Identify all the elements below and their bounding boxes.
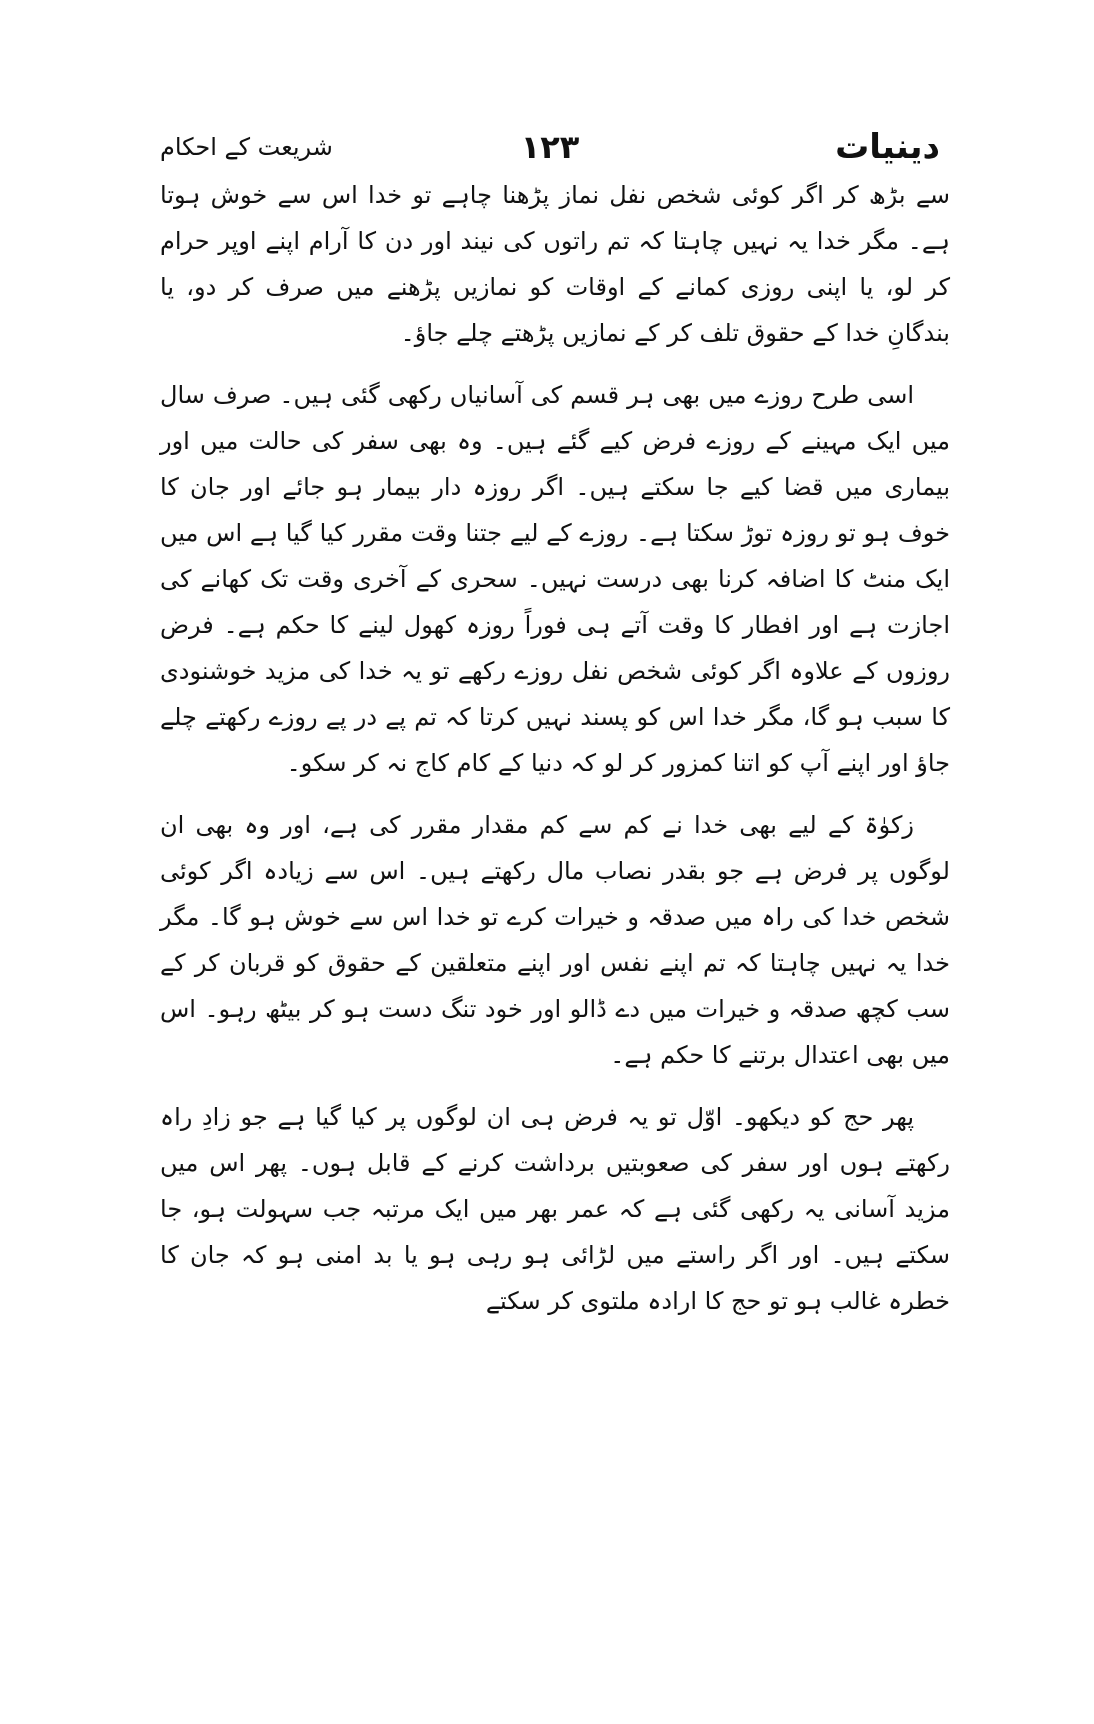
paragraph-hajj: پھر حج کو دیکھو۔ اوّل تو یہ فرض ہی ان لوگوں پر کیا گیا ہے جو زادِ راہ رکھتے ہوں اور سفر کی صعوبتیں برداشت کرنے کے قابل ہوں۔ پھر اس میں مزید آسانی یہ رکھی گئی ہے کہ عمر بھر میں ایک مرتبہ جب سہولت ہو، جا سکتے ہیں۔ اور اگر راستے میں لڑائی ہو رہی ہو یا بد امنی ہو کہ جان کا خطرہ غالب ہو تو حج کا ارادہ ملتوی کر سکتے: [160, 1103, 950, 1315]
paragraph-fasting: اسی طرح روزے میں بھی ہر قسم کی آسانیاں رکھی گئی ہیں۔ صرف سال میں ایک مہینے کے روزے فرض کیے گئے ہیں۔ وہ بھی سفر کی حالت میں اور بیماری میں قضا کیے جا سکتے ہیں۔ اگر روزہ دار بیمار ہو جائے اور جان کا خوف ہو تو روزہ توڑ سکتا ہے۔ روزے کے لیے جتنا وقت مقرر کیا گیا ہے اس میں ایک منٹ کا اضافہ کرنا بھی درست نہیں۔ سحری کے آخری وقت تک کھانے کی اجازت ہے اور افطار کا وقت آتے ہی فوراً روزہ کھول لینے کا حکم ہے۔ فرض روزوں کے علاوہ اگر کوئی شخص نفل روزے رکھے تو یہ خدا کی مزید خوشنودی کا سبب ہو گا، مگر خدا اس کو پسند نہیں کرتا کہ تم پے در پے روزے رکھتے چلے جاؤ اور اپنے آپ کو اتنا کمزور کر لو کہ دنیا کے کام کاج نہ کر سکو۔: [160, 381, 950, 777]
paragraph-salah-continued: سے بڑھ کر اگر کوئی شخص نفل نماز پڑھنا چاہے تو خدا اس سے خوش ہوتا ہے۔ مگر خدا یہ نہیں چاہتا کہ تم راتوں کی نیند اور دن کا آرام اپنے اوپر حرام کر لو، یا اپنی روزی کمانے کے اوقات کو نمازیں پڑھنے میں صرف کر دو، یا بندگانِ خدا کے حقوق تلف کر کے نمازیں پڑھتے چلے جاؤ۔: [160, 181, 950, 347]
page-header: [160, 122, 940, 172]
chapter-title: شریعت کے احکام: [160, 133, 333, 161]
body-text: [160, 172, 950, 1324]
book-title: دینیات: [835, 127, 940, 167]
page-number: ۱۲۳: [520, 128, 580, 166]
paragraph-zakat: زکوٰۃ کے لیے بھی خدا نے کم سے کم مقدار مقرر کی ہے، اور وہ بھی ان لوگوں پر فرض ہے جو بقدر نصاب مال رکھتے ہیں۔ اس سے زیادہ اگر کوئی شخص خدا کی راہ میں صدقہ و خیرات کرے تو خدا اس سے خوش ہو گا۔ مگر خدا یہ نہیں چاہتا کہ تم اپنے نفس اور اپنے متعلقین کے حقوق کو قربان کر کے سب کچھ صدقہ و خیرات میں دے ڈالو اور خود تنگ دست ہو کر بیٹھ رہو۔ اس میں بھی اعتدال برتنے کا حکم ہے۔: [160, 811, 950, 1069]
